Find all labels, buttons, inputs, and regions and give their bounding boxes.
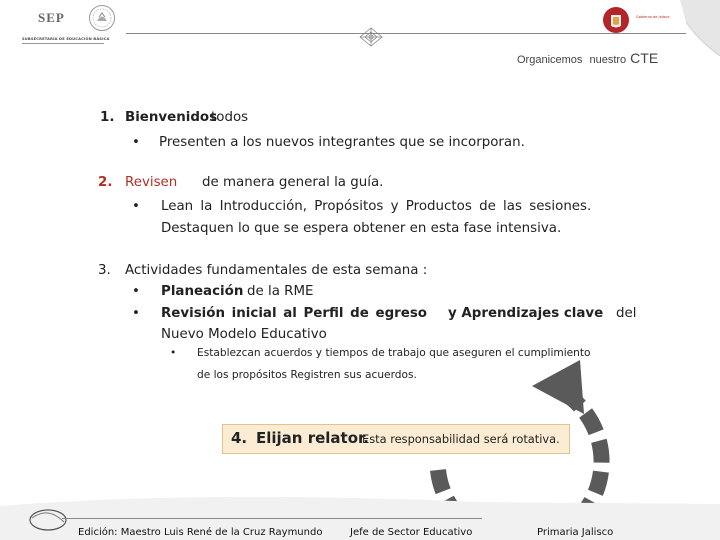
bullet: • [132, 199, 140, 214]
footer-program: Primaria Jalisco [537, 527, 614, 538]
sep-subtitle: SUBSECRETARÍA DE EDUCACIÓN BÁSICA [22, 37, 110, 41]
item-3-bullet-1-text: de la RME [247, 284, 314, 299]
item-2-bullet-line-2: Destaquen lo que se espera obtener en esta fase intensiva. [161, 221, 562, 236]
item-2-bullet-line-1: Lean la Introducción, Propósitos y Productos de las sesiones. [161, 199, 592, 214]
item-3-bullet-2-text: del [616, 306, 637, 321]
item-3-bullet-2-line-2: Nuevo Modelo Educativo [161, 327, 327, 342]
ornament-icon [358, 26, 384, 48]
item-3-number: 3. [98, 263, 111, 278]
jalisco-logo-icon [600, 6, 632, 34]
item-3-bullet-2-bold-b: y Aprendizajes clave [448, 306, 604, 321]
item-3-bullet-1-bold: Planeación [161, 284, 244, 299]
sep-logo: SEP [38, 10, 65, 25]
footer-divider [62, 518, 482, 519]
bullet: • [132, 306, 140, 321]
item-3-sub-line-2: de los propósitos Registren sus acuerdos. [197, 369, 417, 381]
national-seal-icon [88, 4, 116, 32]
item-1-title: Bienvenidos [125, 110, 218, 125]
item-2-text: de manera general la guía. [202, 175, 384, 190]
page-curl-decoration [680, 0, 720, 56]
item-3-title: Actividades fundamentales de esta semana : [125, 263, 428, 278]
item-4-title: Elijan relator. [256, 429, 369, 447]
footer-role: Jefe de Sector Educativo [350, 527, 473, 538]
item-1-number: 1. [100, 110, 115, 125]
item-1-text: todos [211, 110, 249, 125]
item-4-text: Esta responsabilidad será rotativa. [362, 432, 560, 446]
item-4-number: 4. [231, 429, 248, 447]
bullet: • [132, 135, 140, 150]
bullet: • [132, 284, 140, 299]
subtitle-cte: CTE [630, 50, 659, 66]
item-3-sub-line-1: Establezcan acuerdos y tiempos de trabajo que aseguren el cumplimiento [197, 347, 591, 359]
subtitle-text: Organicemos nuestro [517, 54, 627, 66]
sub-bullet: • [170, 347, 177, 359]
jalisco-tag: Gobierno de Jalisco [636, 15, 670, 19]
footer-edition-credit: Edición: Maestro Luis René de la Cruz Raymundo [78, 527, 323, 538]
item-1-bullet-text: Presenten a los nuevos integrantes que se incorporan. [159, 135, 525, 150]
item-2-number: 2. [98, 175, 113, 190]
item-2-title: Revisen [125, 175, 178, 190]
item-3-bullet-2-bold-a: Revisión inicial al Perfil de egreso [161, 306, 428, 321]
sep-underline [22, 43, 104, 44]
section-subtitle [517, 48, 658, 67]
